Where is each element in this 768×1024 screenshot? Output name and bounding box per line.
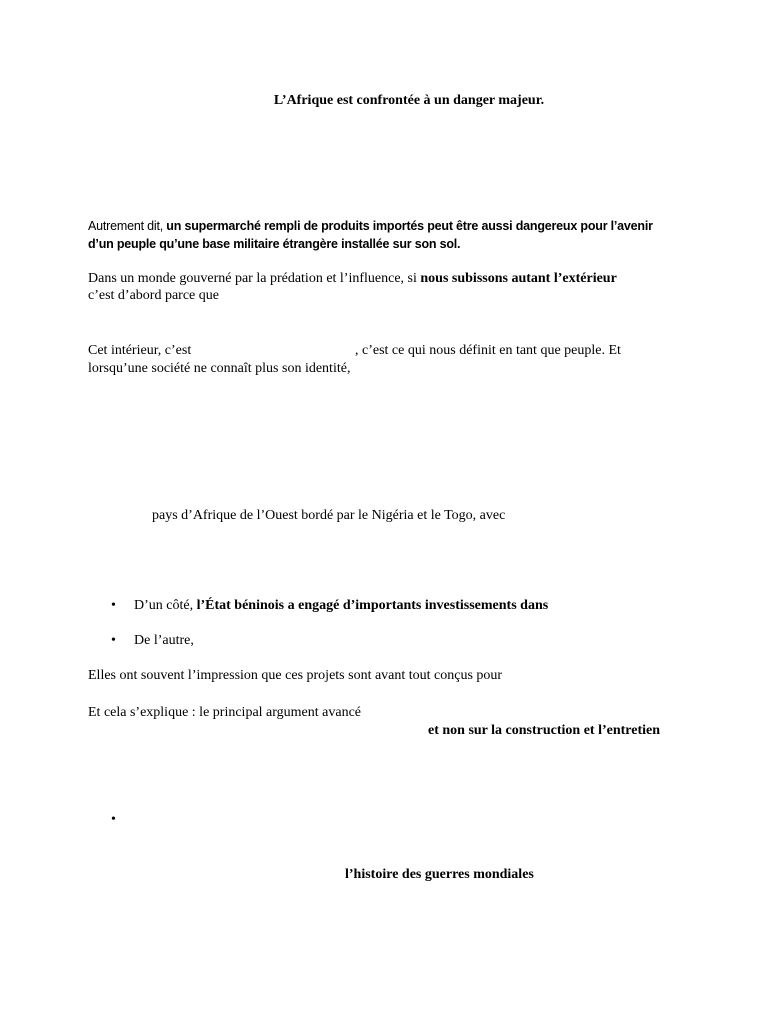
p6-line1: Et cela s’explique : le principal argument avancé xyxy=(88,705,362,720)
paragraph-6-line-2 xyxy=(428,722,660,740)
paragraph-1-line-2 xyxy=(88,235,460,253)
p3-line2-normal: lorsqu’une société ne connaît plus son identité, xyxy=(88,361,351,376)
list1-item1-bold: l’État béninois a engagé d’importants investissements dans xyxy=(196,598,549,613)
bullet-2-text xyxy=(134,632,194,650)
bullet-1-marker: • xyxy=(111,598,116,613)
list1-item2: De l’autre, xyxy=(134,633,194,648)
paragraph-2-line-2 xyxy=(88,287,219,305)
p2-line2-normal: c’est d’abord parce que xyxy=(88,288,219,303)
p2-line1-bold: nous subissons autant l’extérieur xyxy=(420,271,617,286)
paragraph-2-line-1 xyxy=(88,270,617,288)
p1-line1-bold: un supermarché rempli de produits importés peut être aussi dangereux pour l’avenir xyxy=(166,219,653,233)
paragraph-5-line-1 xyxy=(88,667,502,685)
bullet-2-marker: • xyxy=(111,633,116,648)
p5-line1: Elles ont souvent l’impression que ces projets sont avant tout conçus pour xyxy=(88,668,503,683)
p2-line1-normal: Dans un monde gouverné par la prédation et l’influence, si xyxy=(88,271,421,286)
p4-line1: pays d’Afrique de l’Ouest bordé par le Nigéria et le Togo, avec xyxy=(152,508,506,523)
bullet-1-text xyxy=(134,597,548,615)
document-title: L’Afrique est confrontée à un danger majeur. xyxy=(273,93,545,108)
p7-line1-bold: l’histoire des guerres mondiales xyxy=(345,867,534,882)
p6-line2-bold: et non sur la construction et l’entretien xyxy=(428,723,661,738)
paragraph-3-line-1b xyxy=(355,342,621,360)
paragraph-4-line-1 xyxy=(152,507,505,525)
paragraph-3-line-1a xyxy=(88,342,191,360)
list1-item1-normal: D’un côté, xyxy=(134,598,197,613)
paragraph-1-line-1 xyxy=(88,217,653,235)
paragraph-6-line-1 xyxy=(88,704,361,722)
paragraph-7-line-1 xyxy=(345,866,534,884)
p1-line1-normal: Autrement dit, xyxy=(88,219,167,233)
bullet-3-marker: • xyxy=(111,812,116,827)
p1-line2-bold: d’un peuple qu’une base militaire étrangère installée sur son sol. xyxy=(88,237,461,251)
p3-line1-part1: Cet intérieur, c’est xyxy=(88,343,192,358)
paragraph-3-line-2 xyxy=(88,360,350,378)
p3-line1-part2: , c’est ce qui nous définit en tant que peuple. Et xyxy=(355,343,621,358)
